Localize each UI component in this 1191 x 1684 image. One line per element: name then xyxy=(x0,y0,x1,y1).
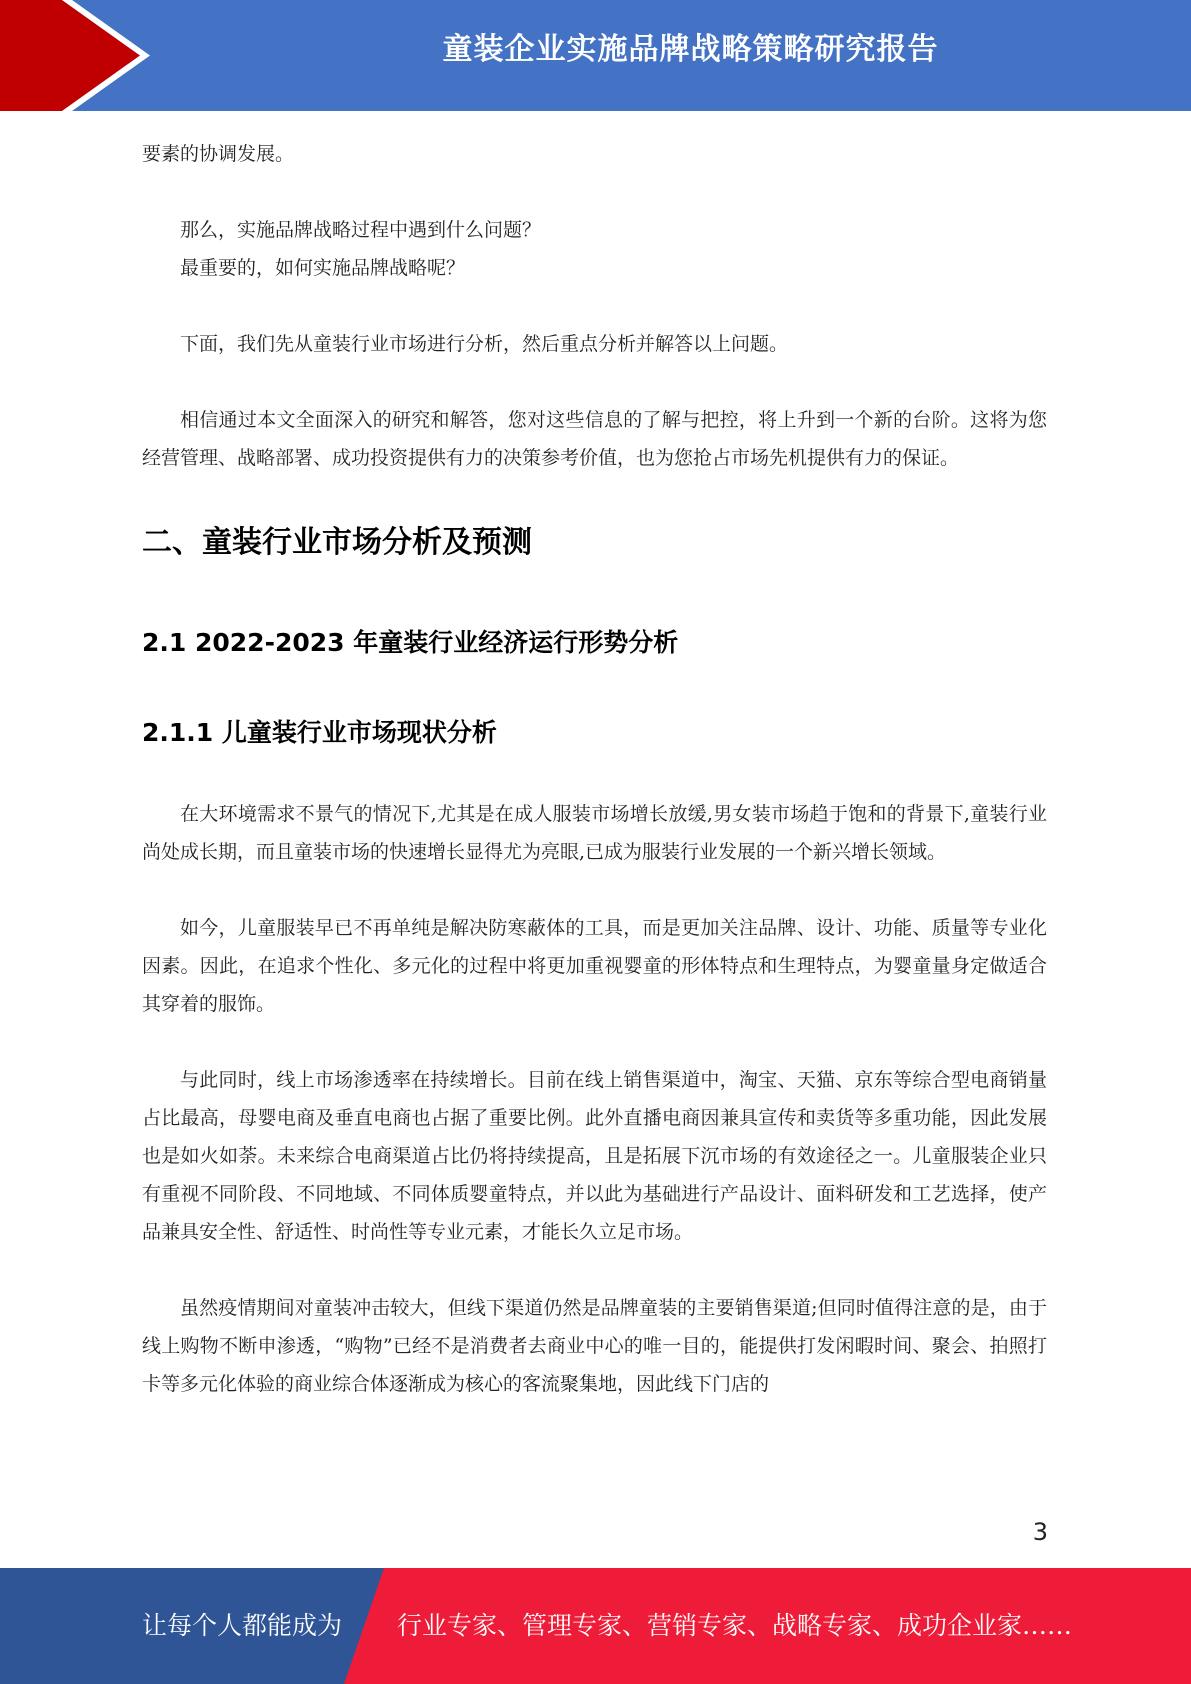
paragraph: 相信通过本文全面深入的研究和解答，您对这些信息的了解与把控，将上升到一个新的台阶。这将为您经营管理、战略部署、成功投资提供有力的决策参考价值，也为您抢占市场先机提供有力的保证。 xyxy=(142,409,1047,469)
header-title: 童装企业实施品牌战略策略研究报告 xyxy=(442,32,939,67)
paragraph: 如今，儿童服装早已不再单纯是解决防寒蔽体的工具，而是更加关注品牌、设计、功能、质量等专业化因素。因此，在追求个性化、多元化的过程中将更加重视婴童的形体特点和生理特点，为婴童量身定做适合其穿着的服饰。 xyxy=(142,917,1047,1015)
sub-heading: 2.1.1 儿童装行业市场现状分析 xyxy=(142,718,497,747)
page-footer xyxy=(0,1568,1191,1684)
paragraph: 虽然疫情期间对童装冲击较大，但线下渠道仍然是品牌童装的主要销售渠道;但同时值得注意的是，由于线上购物不断申渗透，“购物”已经不是消费者去商业中心的唯一目的，能提供打发闲暇时间、聚会、拍照打卡等多元化体验的商业综合体逐渐成为核心的客流聚集地，因此线下门店的 xyxy=(142,1297,1047,1395)
paragraph: 在大环境需求不景气的情况下,尤其是在成人服装市场增长放缓,男女装市场趋于饱和的背景下,童装行业尚处成长期，而且童装市场的快速增长显得尤为亮眼,已成为服装行业发展的一个新兴增长领域。 xyxy=(142,803,1047,863)
document-body xyxy=(142,135,1047,1403)
paragraph: 下面，我们先从童装行业市场进行分析，然后重点分析并解答以上问题。 xyxy=(180,333,789,355)
paragraph: 最重要的，如何实施品牌战略呢？ xyxy=(180,257,466,279)
page-header xyxy=(0,0,1191,111)
page-number: 3 xyxy=(1032,1518,1048,1546)
footer-slogan-right: 行业专家、管理专家、营销专家、战略专家、成功企业家…… xyxy=(397,1611,1073,1640)
sub-heading: 2.1 2022-2023 年童装行业经济运行形势分析 xyxy=(142,628,679,657)
section-heading: 二、童装行业市场分析及预测 xyxy=(142,525,532,560)
paragraph: 那么，实施品牌战略过程中遇到什么问题？ xyxy=(180,219,542,241)
paragraph: 与此同时，线上市场渗透率在持续增长。目前在线上销售渠道中，淘宝、天猫、京东等综合型电商销量占比最高，母婴电商及垂直电商也占据了重要比例。此外直播电商因兼具宣传和卖货等多重功能，因此发展也是如火如荼。未来综合电商渠道占比仍将持续提高，且是拓展下沉市场的有效途径之一。儿童服装企业只有重视不同阶段、不同地域、不同体质婴童特点，并以此为基础进行产品设计、面料研发和工艺选择，使产品兼具安全性、舒适性、时尚性等专业元素，才能长久立足市场。 xyxy=(142,1069,1047,1243)
paragraph: 要素的协调发展。 xyxy=(142,143,295,165)
footer-slogan-left: 让每个人都能成为 xyxy=(142,1611,343,1640)
header-chevron-icon xyxy=(0,0,160,111)
